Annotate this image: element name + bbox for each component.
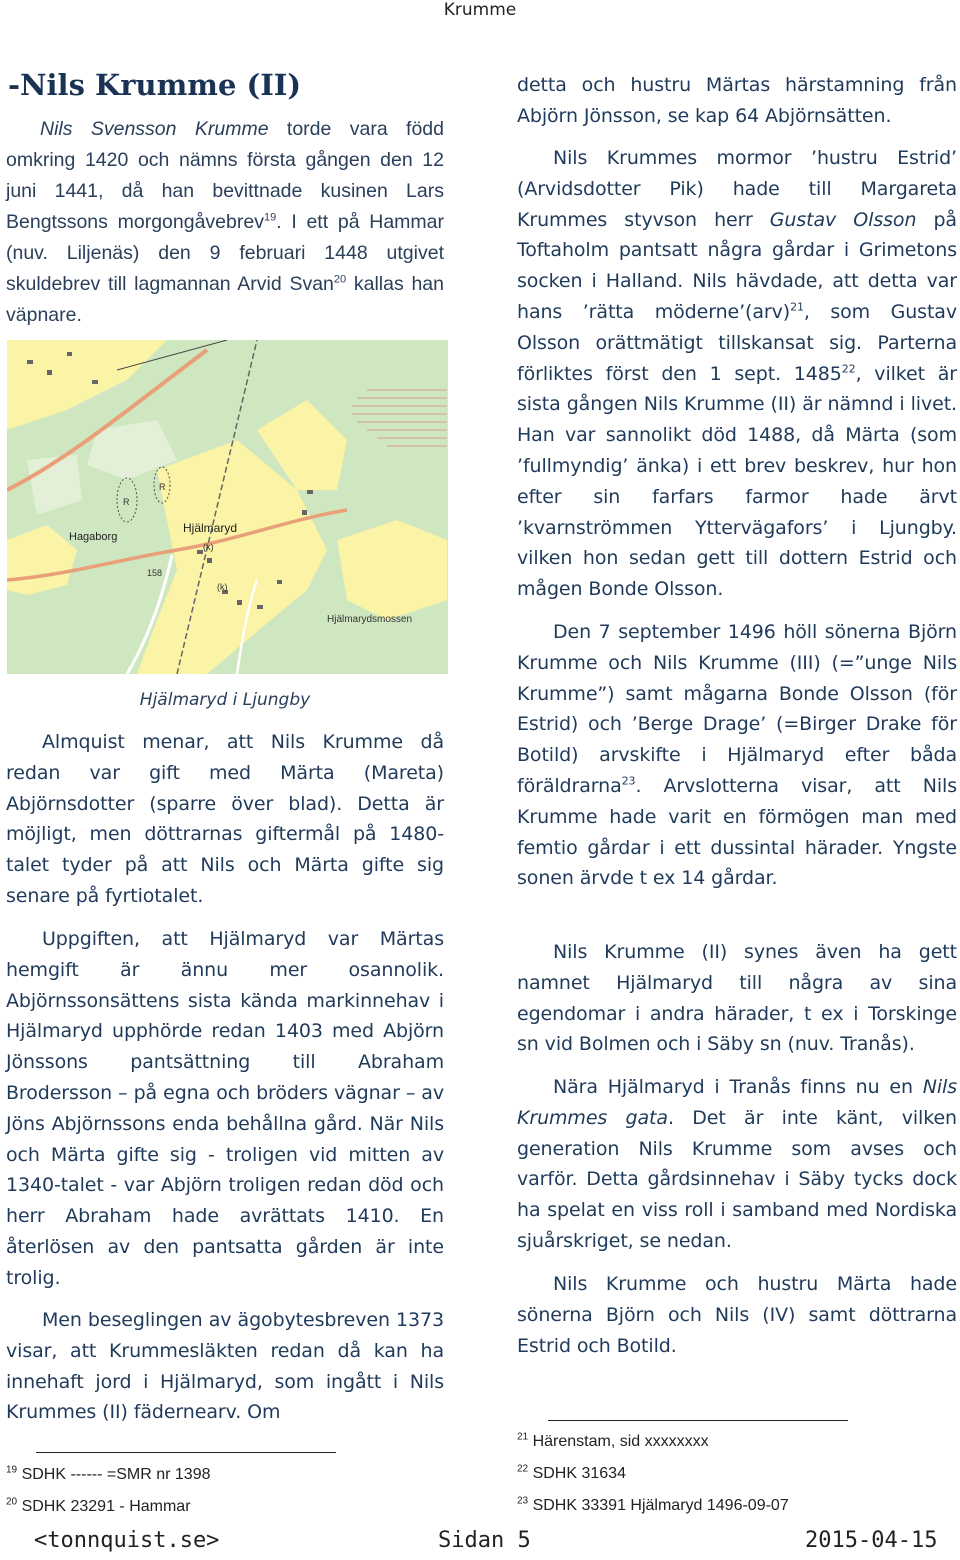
left-paragraph-1: Almquist menar, att Nils Krumme då redan var gift med Märta (Mareta) Abjörnsdotter (sparre över blad). Detta är möjligt, men döttrarnas giftermål på 1480-talet tyder på att Nils och Märta gifte sig senare på fyrtiotalet. <box>6 731 444 907</box>
map-label-hagaborg: Hagaborg <box>69 531 118 543</box>
map-label-elevation: 158 <box>147 568 163 578</box>
footer-site[interactable]: <tonnquist.se> <box>34 1528 220 1553</box>
street-name: Nils Krummes gata <box>517 1076 957 1129</box>
map-label-k1: (k) <box>203 542 214 552</box>
right-footnote-rule <box>548 1420 848 1421</box>
footnote-19: $^{19}$ SDHK ------ =SMR nr 1398 <box>6 1464 211 1483</box>
footnote-21: $^{21}$ Härenstam, sid xxxxxxxx <box>517 1431 709 1450</box>
map-label-mossen: Hjälmarydsmossen <box>327 614 413 625</box>
map-label-r1: R <box>123 497 130 507</box>
footnote-23: $^{23}$ SDHK 33391 Hjälmaryd 1496-09-07 <box>517 1495 789 1514</box>
footnote-ref-19[interactable]: 19 <box>263 211 277 224</box>
footer-page-number: Sidan 5 <box>438 1528 531 1553</box>
running-header: Krumme <box>443 0 517 20</box>
right-paragraph-3: Nils Krumme (II) synes även ha gett namnet Hjälmaryd till några av sina egendomar i andra härader, t ex i Torskinge sn vid Bolmen och i Säby sn (nuv. Tranås). <box>517 941 957 1056</box>
map-label-hjalmaryd: Hjälmaryd <box>183 521 238 535</box>
intro-paragraph: Nils Svensson Krumme torde vara född omkring 1420 och nämns första gången den 12 juni 1441, då han bevittnade kusinen Lars Bengtssons morgongåvebrev$^{19}$. I ett på Hammar (nuv. Liljenäs) den 9 februari 1448 utgivet skuldebrev till lagmannan Arvid Svan$^{20}$ kallas han väpnare. <box>6 118 444 326</box>
map-caption: Hjälmaryd i Ljungby <box>139 690 311 710</box>
left-paragraph-3: Men beseglingen av ägobytesbreven 1373 visar, att Krummesläkten redan då kan ha innehaft jord i Hjälmaryd, som ingått i Nils Krummes (II) fädernearv. Om <box>6 1309 444 1424</box>
footnote-ref-22[interactable]: 22 <box>841 362 856 376</box>
page-title: -Nils Krumme (II) <box>8 68 302 102</box>
footnote-20: $^{20}$ SDHK 23291 - Hammar <box>6 1496 191 1515</box>
footnote-ref-23[interactable]: 23 <box>621 774 636 788</box>
right-paragraph-5: Nils Krumme och hustru Märta hade sönerna Björn och Nils (IV) samt döttrarna Estrid och Botild. <box>517 1273 957 1357</box>
right-paragraph-0: detta och hustru Märtas härstamning från Abjörn Jönsson, se kap 64 Abjörnsätten. <box>517 74 957 127</box>
intro-name: Nils Svensson Krumme <box>40 118 269 140</box>
right-paragraph-4: Nära Hjälmaryd i Tranås finns nu en Nils Krummes gata. Det är inte känt, vilken generation Nils Krumme som avses och varför. Detta gårdsinnehav i Säby tycks dock ha spelat en viss roll i samband med Nordiska sjuårskriget, se nedan. <box>517 1076 957 1252</box>
map-label-r2: R <box>159 482 166 492</box>
footnote-ref-21[interactable]: 21 <box>790 300 804 314</box>
left-footnote-rule <box>36 1452 336 1453</box>
footnote-22: $^{22}$ SDHK 31634 <box>517 1463 626 1482</box>
map-label-k2: (k) <box>217 582 228 592</box>
left-paragraph-2: Uppgiften, att Hjälmaryd var Märtas hemgift är ännu mer osannolik. Abjörnssonsättens sista kända markinnehav i Hjälmaryd upphörde redan 1403 med Abjörn Jönssons pantsättning till Abraham Brodersson – på egna och bröders vägnar – av Jöns Abjörnssons enda behållna gård. När Nils och Märta gifte sig - troligen vid mitten av 1340-talet - var Abjörn troligen redan död och herr Abraham hade avrättats 1410. En återlösen av den pantsatta gården är inte trolig. <box>6 928 444 1289</box>
right-paragraph-2: Den 7 september 1496 höll sönerna Björn Krumme och Nils Krumme (III) (=”unge Nils Krumme”) samt mågarna Bonde Olsson (för Estrid) och ’Berge Drage’ (=Birger Drake för Botild) arvskifte i Hjälmaryd efter båda föräldrarna$^{23}$. Arvslotterna visar, att Nils Krumme hade varit en förmögen man med femtio gårdar i ett dussintal härader. Yngste sonen ärvde t ex 14 gårdar. <box>517 621 957 890</box>
right-paragraph-1: Nils Krummes mormor ’hustru Estrid’ (Arvidsdotter Pik) hade till Margareta Krummes styvson herr Gustav Olsson på Toftaholm pantsatt några gårdar i Grimetons socken i Halland. Nils hävdade, att detta var hans ’rätta möderne’(arv)$^{21}$, som Gustav Olsson orättmätigt tillskansat sig. Parterna förliktes först den 1 sept. 1485$^{22}$, vilket är sista gången Nils Krumme (II) är nämnd i livet. Han var sannolikt död 1488, då Märta (som ’fullmyndig’ änka) i ett brev beskrev, hur hon efter sin farfars farmor hade ärvt ’kvarnströmmen Yttervägafors’ i Ljungby. vilken hon sedan gett till dottern Estrid och mågen Bonde Olsson. <box>517 147 957 601</box>
footer-date: 2015-04-15 <box>805 1528 938 1553</box>
footnote-ref-20[interactable]: 20 <box>333 273 347 286</box>
map-image <box>7 340 448 674</box>
